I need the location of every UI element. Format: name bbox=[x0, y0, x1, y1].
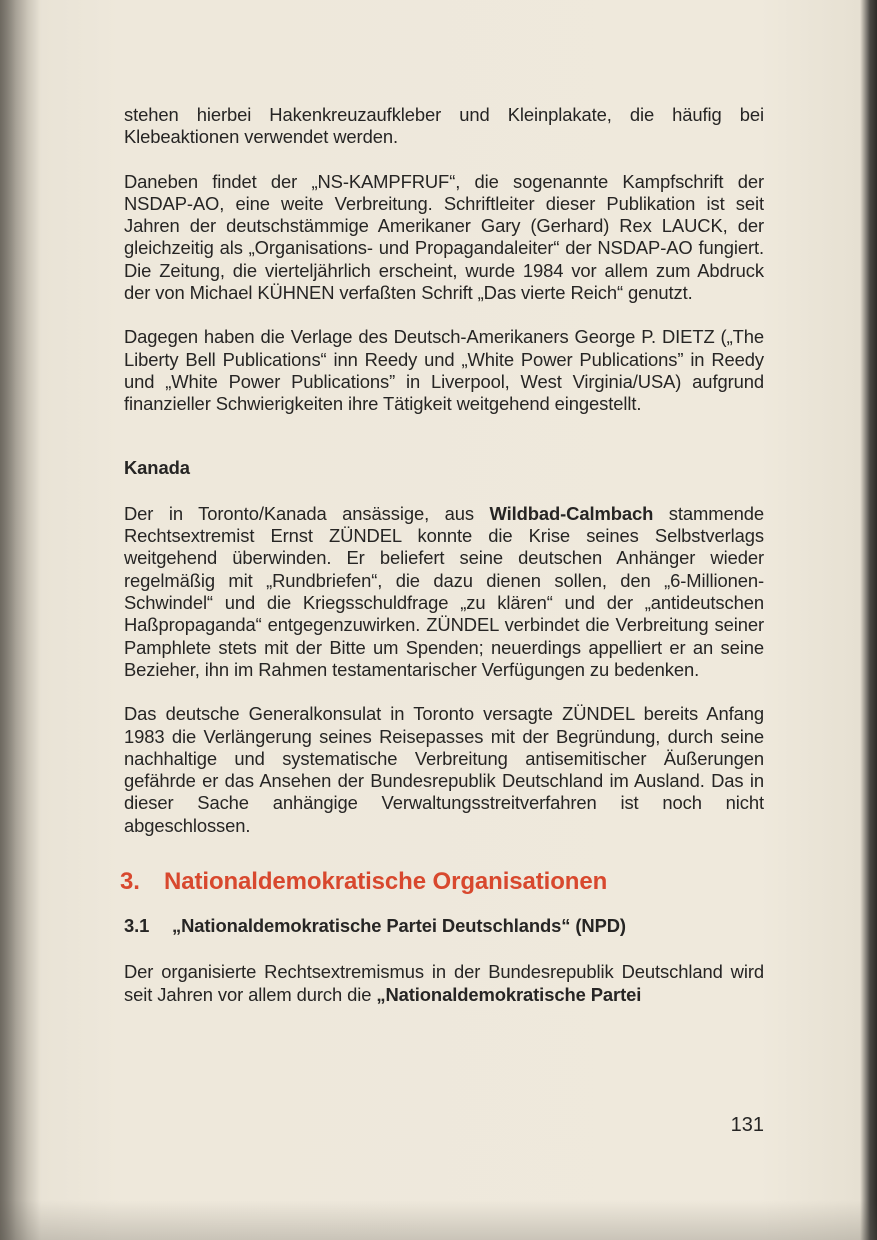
section-3-1-number: 3.1 bbox=[124, 915, 150, 937]
paragraph-6-bold-party: „Nationaldemokratische Partei bbox=[376, 983, 642, 1005]
paragraph-4-text-end: stammende Rechtsextremist Ernst ZÜNDEL konnte die Krise seines Selbstverlags weitgehend überwinden. Er beliefert seine deutschen Anhänger wieder regelmäßig mit „Rundbriefen“, die dazu dienen sollen, den „6-Millionen-Schwindel“ und die Kriegsschuldfrage „zu klären“ und der „antideutschen Haßpropaganda“ entgegenzuwirken. ZÜNDEL verbindet die Verbreitung seiner Pamphlete stets mit der Bitte um Spenden; neuerdings appelliert er an seine Bezieher, ihn im Rahmen testamentarischer Verfügungen zu bedenken. bbox=[124, 502, 764, 680]
paragraph-4-bold-place: Wildbad-Calmbach bbox=[489, 502, 654, 524]
page-number: 131 bbox=[730, 1114, 764, 1136]
section-3-heading bbox=[120, 867, 764, 897]
paragraph-6 bbox=[124, 961, 764, 1006]
paragraph-2: Daneben findet der „NS-KAMPFRUF“, die sogenannte Kampfschrift der NSDAP-AO, eine weite Verbreitung. Schriftleiter dieser Publikation ist seit Jahren der deutschstämmige Amerikaner Gary (Gerhard) Rex LAUCK, der gleichzeitig als „Organisations- und Propagandaleiter“ der NSDAP-AO fungiert. Die Zeitung, die vierteljährlich erscheint, wurde 1984 vor allem zum Abdruck der von Michael KÜHNEN verfaßten Schrift „Das vierte Reich“ genutzt. bbox=[124, 170, 764, 304]
page-bottom-shadow bbox=[0, 1200, 877, 1240]
paragraph-4-text-start: Der in Toronto/Kanada ansässige, aus bbox=[124, 502, 490, 524]
book-spine-shadow bbox=[0, 0, 40, 1240]
page-body bbox=[120, 104, 764, 1028]
paragraph-1: stehen hierbei Hakenkreuzaufkleber und Kleinplakate, die häufig bei Klebeaktionen verwendet werden. bbox=[124, 104, 764, 148]
paragraph-3: Dagegen haben die Verlage des Deutsch-Amerikaners George P. DIETZ („The Liberty Bell Publications“ inn Reedy und „White Power Publications” in Reedy und „White Power Publications” in Liverpool, West Virginia/USA) aufgrund finanzieller Schwierigkeiten ihre Tätigkeit weitgehend eingestellt. bbox=[124, 326, 764, 415]
paragraph-5: Das deutsche Generalkonsulat in Toronto versagte ZÜNDEL bereits Anfang 1983 die Verlängerung seines Reisepasses mit der Begründung, durch seine nachhaltige und systematische Verbreitung antisemitischer Äußerungen gefährde er das Ansehen der Bundesrepublik Deutschland im Ausland. Das in dieser Sache anhängige Verwaltungsstreitverfahren ist noch nicht abgeschlossen. bbox=[124, 703, 764, 836]
section-3-1-heading bbox=[124, 915, 764, 937]
paragraph-4 bbox=[124, 503, 764, 681]
section-3-number: 3. bbox=[120, 868, 140, 896]
paragraph-6-text: Der organisierte Rechtsextremismus in der Bundesrepublik Deutschland wird seit Jahren vor allem durch die bbox=[124, 961, 764, 1005]
section-3-1-title: „Nationaldemokratische Partei Deutschlands“ (NPD) bbox=[172, 915, 626, 937]
section-3-title: Nationaldemokratische Organisationen bbox=[164, 868, 608, 896]
heading-kanada: Kanada bbox=[124, 456, 190, 478]
